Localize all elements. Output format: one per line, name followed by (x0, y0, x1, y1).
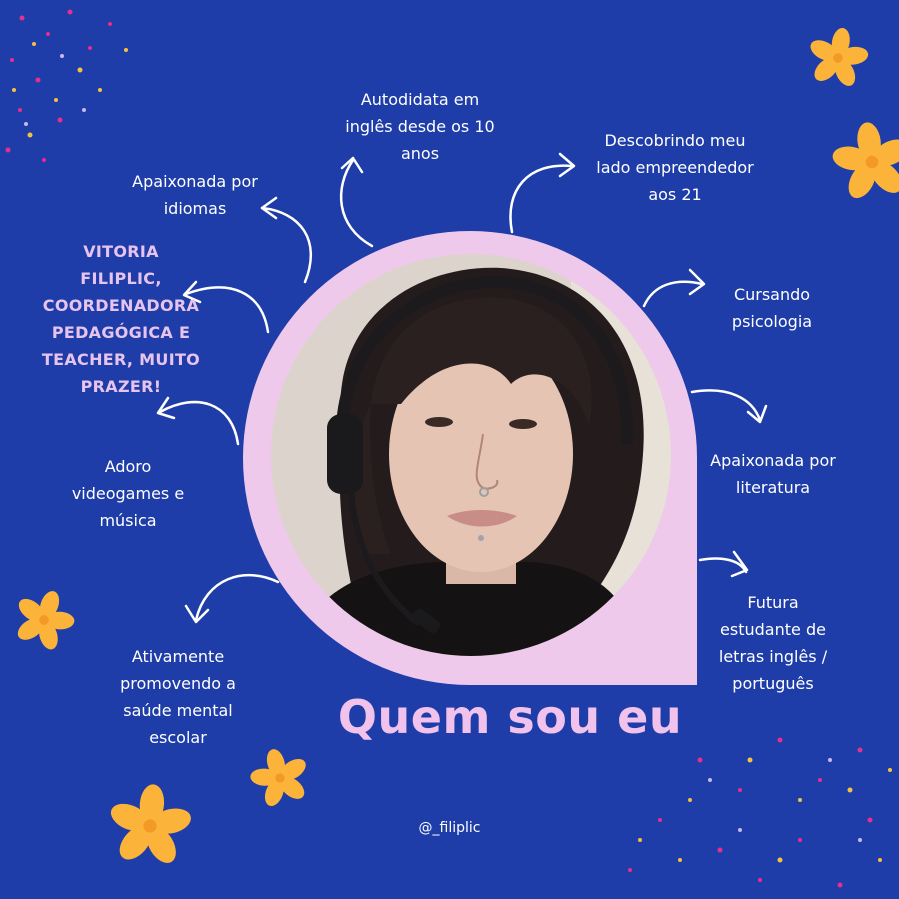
page-title: Quem sou eu (337, 690, 683, 744)
fact-literatura: Apaixonada por literatura (710, 451, 836, 497)
profile-photo (271, 254, 671, 656)
fact-letras: Futura estudante de letras inglês / português (718, 593, 828, 693)
social-handle: @_filiplic (418, 820, 481, 836)
intro-text: VITORIA FILIPLIC, COORDENADORA PEDAGÓGICA E TEACHER, MUITO PRAZER! (41, 242, 201, 396)
arrow-icon (341, 160, 372, 246)
arrow-icon (644, 282, 702, 306)
fact-psicologia: Cursando psicologia (731, 285, 813, 331)
fact-idiomas: Apaixonada por idiomas (132, 172, 258, 218)
arrow-icon (692, 390, 760, 420)
fact-videogames: Adoro videogames e música (71, 457, 185, 530)
arrow-icon (510, 166, 572, 232)
arrow-icon (196, 575, 278, 620)
arrow-icon (160, 402, 238, 444)
person-portrait-icon (271, 254, 671, 656)
fact-saude: Ativamente promovendo a saúde mental escolar (120, 647, 236, 747)
fact-empreendedor: Descobrindo meu lado empreendedor aos 21 (596, 131, 754, 204)
fact-autodidata: Autodidata em inglês desde os 10 anos (345, 90, 495, 163)
